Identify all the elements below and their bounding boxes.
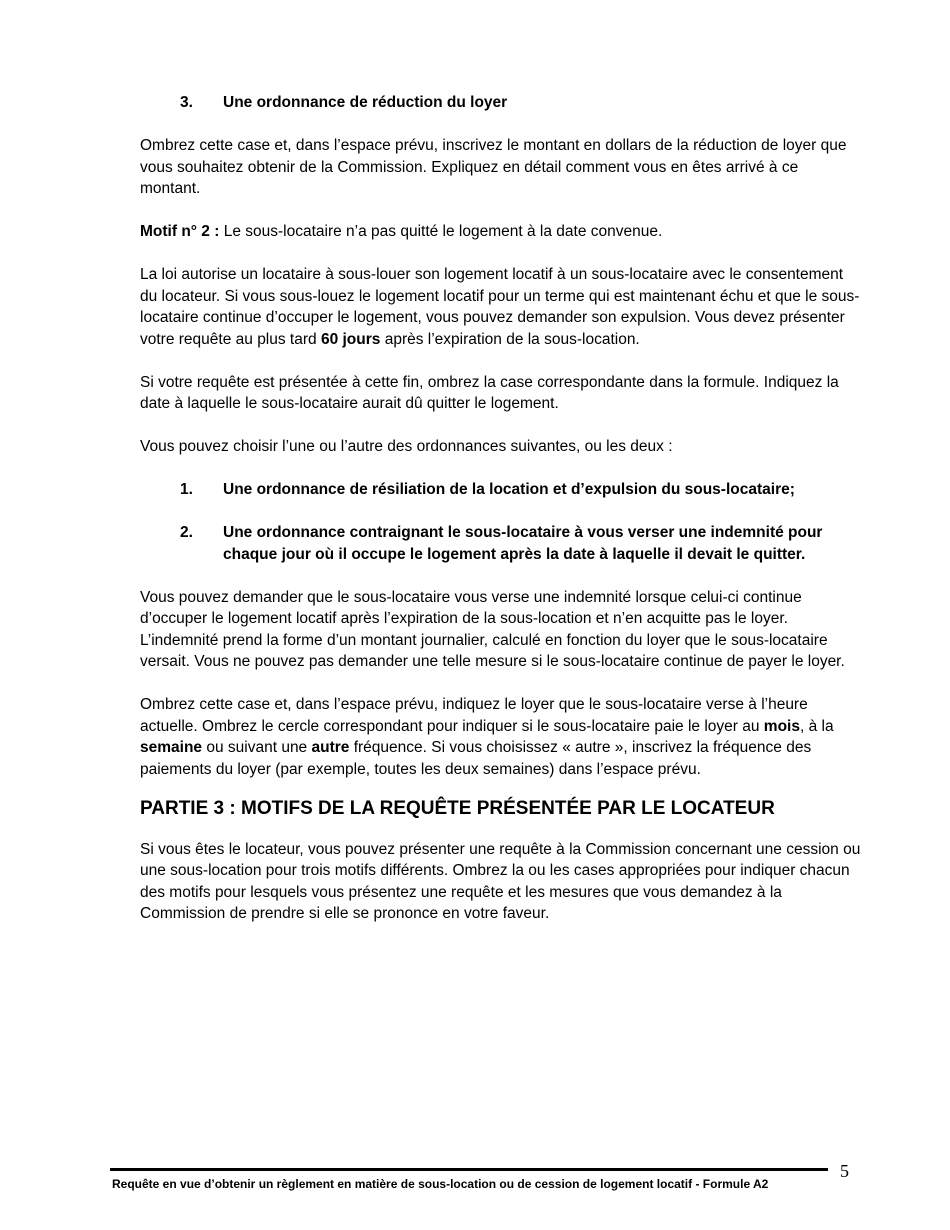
paragraph-motif-2: [140, 221, 862, 243]
paragraph-reduction-instructions: Ombrez cette case et, dans l’espace prévu, inscrivez le montant en dollars de la réduction de loyer que vous souhaitez obtenir de la Commission. Expliquez en détail comment vous en êtes arrivé à ce montant.: [140, 137, 847, 197]
section-heading-partie-3: PARTIE 3 : MOTIFS DE LA REQUÊTE PRÉSENTÉE PAR LE LOCATEUR: [140, 797, 775, 819]
ordered-item-2: [140, 522, 862, 565]
paragraph-loi-sous-location: [140, 264, 862, 350]
motif-2-text: Le sous-locataire n’a pas quitté le logement à la date convenue.: [219, 223, 663, 240]
paragraph-partie-3-intro: Si vous êtes le locateur, vous pouvez présenter une requête à la Commission concernant une cession ou une sous-location pour trois motifs différents. Ombrez la ou les cases appropriées pour indiquer chacun des motifs pour lesquels vous présentez une requête et les mesures que vous demandez à la Commission de prendre si elle se prononce en votre faveur.: [140, 840, 861, 922]
paragraph-requete-fin: Si votre requête est présentée à cette fin, ombrez la case correspondante dans la formule. Indiquez la date à laquelle le sous-locataire aurait dû quitter le logement.: [140, 373, 839, 412]
loi-text-part2: après l’expiration de la sous-location.: [380, 330, 640, 348]
motif-2-label: Motif n° 2 :: [140, 223, 220, 240]
ordered-item-1: [140, 479, 862, 501]
footer-divider: [110, 1168, 828, 1171]
frequence-autre: autre: [311, 739, 350, 756]
frequence-text-2: , à la: [799, 717, 834, 735]
frequence-semaine: semaine: [140, 739, 203, 756]
page-number: 5: [840, 1161, 849, 1181]
ordered-item-3: [140, 92, 862, 114]
list-number: 3.: [180, 94, 193, 111]
frequence-text-1: Ombrez cette case et, dans l’espace prévu, indiquez le loyer que le sous-locataire verse à l’heure actuelle. Ombrez le cercle correspondant pour indiquer si le sous-locataire paie le loyer au: [140, 696, 808, 735]
paragraph-choix-ordonnances: Vous pouvez choisir l’une ou l’autre des ordonnances suivantes, ou les deux :: [140, 438, 673, 455]
list-number: 2.: [180, 524, 193, 541]
paragraph-indemnite: Vous pouvez demander que le sous-locataire vous verse une indemnité lorsque celui-ci continue d’occuper le logement locatif après l’expiration de la sous-location et n’en acquitte pas le loyer. L’indemnité prend la forme d’un montant journalier, calculé en fonction du loyer que le sous-locataire versait. Vous ne pouvez pas demander une telle mesure si le sous-locataire continue de payer le loyer.: [140, 588, 845, 670]
list-number: 1.: [180, 481, 193, 498]
page-body: [140, 92, 862, 946]
footer-form-title: Requête en vue d’obtenir un règlement en matière de sous-location ou de cession de logement locatif - Formule A2: [112, 1177, 769, 1191]
list-item-title: Une ordonnance de résiliation de la location et d’expulsion du sous-locataire;: [223, 481, 795, 498]
list-item-title: Une ordonnance de réduction du loyer: [223, 94, 508, 111]
loi-60-jours: 60 jours: [320, 330, 381, 348]
frequence-text-3: ou suivant une: [202, 739, 312, 756]
list-item-title: Une ordonnance contraignant le sous-locataire à vous verser une indemnité pour chaque jour où il occupe le logement après la date à laquelle il devait le quitter.: [223, 524, 823, 563]
frequence-text-4: fréquence. Si vous choisissez « autre », inscrivez la fréquence des paiements du loyer (par exemple, toutes les deux semaines) dans l’espace prévu.: [140, 739, 812, 778]
paragraph-ombrez-frequence: [140, 694, 862, 780]
frequence-mois: mois: [763, 717, 800, 735]
loi-text-part1: La loi autorise un locataire à sous-louer son logement locatif à un sous-locataire avec le consentement du locateur. Si vous sous-louez le logement locatif pour un terme qui est maintenant échu et que le sous-locataire continue d’occuper le logement, vous pouvez demander son expulsion. Vous devez présenter votre requête au plus tard: [140, 266, 860, 348]
